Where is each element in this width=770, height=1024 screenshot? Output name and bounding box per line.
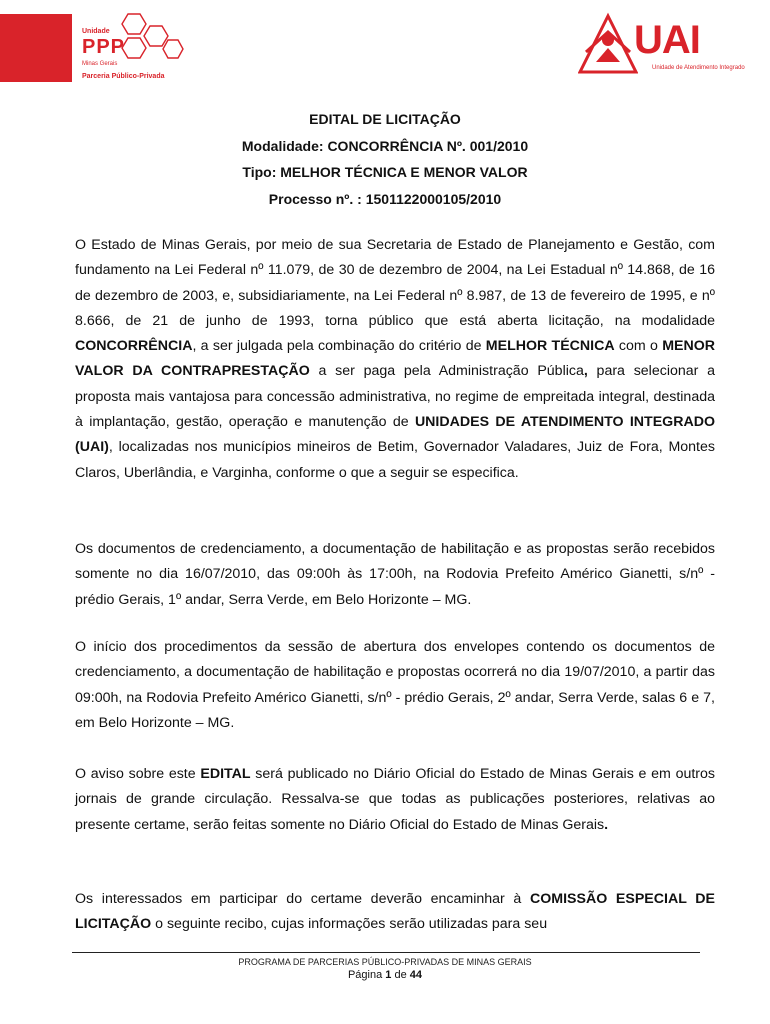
modality-line: Modalidade: CONCORRÊNCIA Nº. 001/2010 <box>241 137 529 154</box>
paragraph-notice-text-1: O aviso sobre este <box>75 766 201 782</box>
paragraph-intro-bold-1: CONCORRÊNCIA <box>75 338 193 355</box>
uai-person-triangle-icon <box>578 12 638 82</box>
paragraph-notice-bold-1: EDITAL <box>200 766 251 782</box>
paragraph-session-opening: O início dos procedimentos da sessão de abertura dos envelopes contendo os documentos de credenciamento, a documentação de habilitação e propostas ocorrerá no dia 19/07/2010, a partir das 09:00h, na Rodovia Prefeito Américo Gianetti, s/nº - prédio Gerais, 2º andar, Serra Verde, salas 6 e 7, em Belo Horizonte – MG. <box>75 639 715 731</box>
paragraph-notice-bold-2: . <box>604 816 609 833</box>
paragraph-intro-text-6: , localizadas nos municípios mineiros de Betim, Governador Valadares, Juiz de Fora, Montes Claros, Uberlândia, e Varginha, conforme o que a seguir se especifica. <box>75 439 715 481</box>
document-title-block <box>0 106 770 212</box>
paragraph-interested-text-2: o seguinte recibo, cujas informações serão utilizadas para seu <box>151 916 548 933</box>
uai-logo <box>578 12 758 82</box>
paragraph-interested-bold-1: COMISSÃO ESPECIAL DE LICITAÇÃO <box>75 891 715 933</box>
page-total: 44 <box>409 969 423 981</box>
paragraph-interested-text-1: Os interessados em participar do certame deverão encaminhar à <box>75 891 530 907</box>
footer-page-number <box>0 969 770 981</box>
paragraph-intro-text-4: a ser paga pela Administração Pública <box>309 363 584 380</box>
paragraph-intro-bold-2: MELHOR TÉCNICA <box>485 338 615 355</box>
footer-program-name: PROGRAMA DE PARCERIAS PÚBLICO-PRIVADAS DE MINAS GERAIS <box>238 957 532 967</box>
page-label: Página <box>347 969 386 981</box>
footer-divider <box>72 952 700 953</box>
paragraph-intro <box>75 233 715 486</box>
paragraph-interested-parties <box>75 887 715 938</box>
type-line: Tipo: MELHOR TÉCNICA E MENOR VALOR <box>242 164 528 180</box>
paragraph-intro-text-1: O Estado de Minas Gerais, por meio de sua Secretaria de Estado de Planejamento e Gestão, com fundamento na Lei Federal nº 11.079, de 30 de dezembro de 2004, na Lei Estadual nº 14.868, de 16 de dezembro de 2003, e, subsidiariamente, na Lei Federal nº 8.987, de 13 de fevereiro de 1995, e nº 8.666, de 21 de junho de 1993, torna público que está aberta licitação, na modalidade <box>75 237 715 329</box>
ppp-logo-state: Minas Gerais <box>82 61 118 67</box>
paragraph-intro-text-3: com o <box>614 338 663 355</box>
paragraph-intro-bold-5: UNIDADES DE ATENDIMENTO INTEGRADO (UAI) <box>75 414 715 456</box>
paragraph-intro-bold-4: , <box>583 363 588 380</box>
paragraph-publication-notice <box>75 762 715 838</box>
ppp-logo-unidade: Unidade <box>82 28 110 35</box>
paragraph-intro-bold-3: MENOR VALOR DA CONTRAPRESTAÇÃO <box>75 338 715 380</box>
paragraph-notice-text-2: será publicado no Diário Oficial do Estado de Minas Gerais e em outros jornais de grande circulação. Ressalva-se que todas as publicações posteriores, relativas ao presente certame, serão feitas somente no Diário Oficial do Estado de Minas Gerais <box>75 766 715 833</box>
ppp-logo <box>0 8 190 88</box>
ppp-logo-name: PPP <box>82 36 126 58</box>
ppp-logo-tagline: Parceria Público-Privada <box>82 73 165 80</box>
uai-logo-subtitle: Unidade de Atendimento Integrado <box>652 65 745 71</box>
document-title: EDITAL DE LICITAÇÃO <box>309 111 461 127</box>
paragraph-intro-text-5: para selecionar a proposta mais vantajosa para concessão administrativa, no regime de empreitada integral, destinada à implantação, gestão, operação e manutenção de <box>75 363 715 431</box>
paragraph-intro-text-2: , a ser julgada pela combinação do critério de <box>192 338 486 355</box>
ppp-logo-red-block <box>0 14 72 82</box>
process-number-line: Processo nº. : 1501122000105/2010 <box>268 190 502 207</box>
paragraph-documents-receipt: Os documentos de credenciamento, a documentação de habilitação e as propostas serão recebidos somente no dia 16/07/2010, das 09:00h às 17:00h, na Rodovia Prefeito Américo Gianetti, s/nº - prédio Gerais, 1º andar, Serra Verde, em Belo Horizonte – MG. <box>75 541 715 608</box>
page-separator: de <box>391 969 410 981</box>
page-current: 1 <box>385 969 392 981</box>
uai-logo-name: UAI <box>634 18 700 62</box>
